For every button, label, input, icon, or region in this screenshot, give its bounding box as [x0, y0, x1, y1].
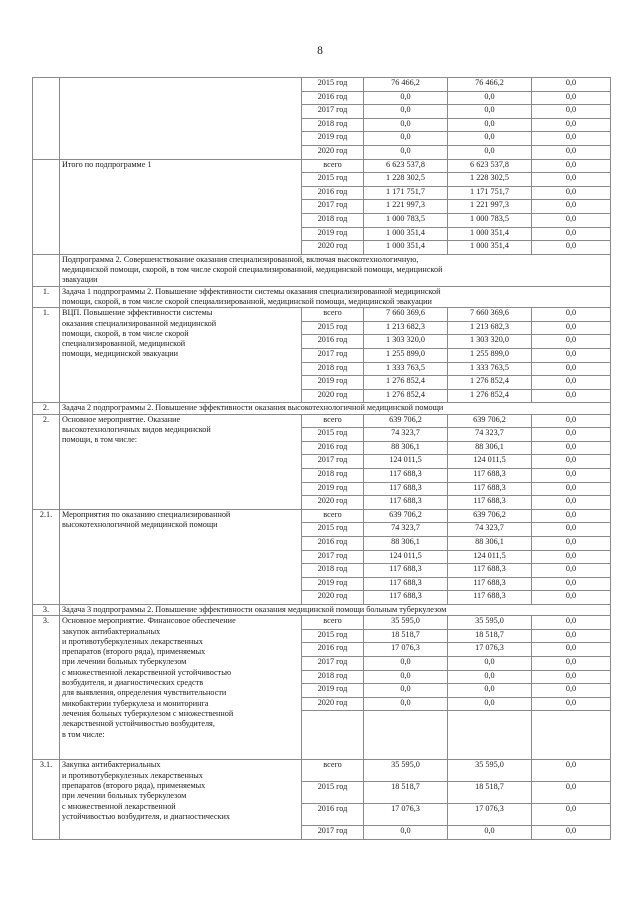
description-cell [60, 760, 302, 840]
value-total-cell: 17 076,3 [364, 643, 448, 657]
value-total-cell: 1 276 852,4 [364, 389, 448, 403]
row-number-cell [33, 159, 60, 254]
value-budget-cell: 1 276 852,4 [448, 389, 532, 403]
value-total-cell: 0,0 [364, 91, 448, 105]
value-other-cell-empty [532, 711, 611, 760]
value-budget-cell: 0,0 [448, 145, 532, 159]
value-other-cell: 0,0 [532, 782, 611, 804]
row-number-cell: 1. [33, 286, 60, 308]
value-other-cell: 0,0 [532, 804, 611, 826]
description-line: высокотехнологичных видов медицинской [62, 424, 211, 434]
value-other-cell: 0,0 [532, 335, 611, 349]
description-line: с множественной лекарственной устойчивостью [62, 667, 232, 677]
year-cell: всего [302, 616, 364, 630]
value-total-cell: 639 706,2 [364, 414, 448, 428]
value-total-cell: 117 688,3 [364, 577, 448, 591]
value-other-cell: 0,0 [532, 227, 611, 241]
description-line: лекарственной устойчивостью возбудителя, [62, 719, 215, 729]
year-cell: всего [302, 509, 364, 523]
year-cell: 2017 год [302, 657, 364, 671]
value-total-cell: 0,0 [364, 118, 448, 132]
value-total-cell: 1 171 751,7 [364, 186, 448, 200]
value-total-cell: 117 688,3 [364, 482, 448, 496]
year-cell: 2018 год [302, 670, 364, 684]
value-budget-cell: 35 595,0 [448, 760, 532, 782]
description-line: Основное мероприятие. Оказание [62, 414, 181, 424]
row-number-cell: 2.1. [33, 509, 60, 604]
description-line: с множественной лекарственной [62, 801, 176, 811]
value-total-cell: 17 076,3 [364, 804, 448, 826]
value-total-cell: 0,0 [364, 826, 448, 840]
year-cell: 2018 год [302, 469, 364, 483]
description-line: микобактерии туберкулеза и мониторинга [62, 698, 209, 708]
description-cell [60, 78, 302, 160]
description-cell [60, 616, 302, 760]
value-budget-cell: 88 306,1 [448, 441, 532, 455]
value-other-cell: 0,0 [532, 496, 611, 510]
value-total-cell: 124 011,5 [364, 550, 448, 564]
value-total-cell: 0,0 [364, 105, 448, 119]
table-row [33, 616, 611, 630]
value-total-cell: 0,0 [364, 670, 448, 684]
value-total-cell: 117 688,3 [364, 591, 448, 605]
value-other-cell: 0,0 [532, 241, 611, 255]
value-other-cell: 0,0 [532, 537, 611, 551]
value-other-cell: 0,0 [532, 643, 611, 657]
value-budget-cell: 124 011,5 [448, 550, 532, 564]
value-budget-cell: 76 466,2 [448, 78, 532, 92]
value-other-cell: 0,0 [532, 159, 611, 173]
description-line: оказания специализированной медицинской [62, 318, 217, 328]
value-other-cell: 0,0 [532, 550, 611, 564]
header-line: Задача 3 подпрограммы 2. Повышение эффективности оказания медицинской помощи больным туберкулезом [62, 604, 447, 614]
value-budget-cell: 6 623 537,8 [448, 159, 532, 173]
value-total-cell: 18 518,7 [364, 629, 448, 643]
value-other-cell: 0,0 [532, 469, 611, 483]
value-budget-cell: 1 255 899,0 [448, 348, 532, 362]
table-row [33, 159, 611, 173]
value-total-cell: 1 213 682,3 [364, 321, 448, 335]
value-other-cell: 0,0 [532, 132, 611, 146]
subprogram-2-header-cell [60, 254, 611, 286]
task-2-header-cell [60, 403, 611, 414]
year-cell: 2020 год [302, 389, 364, 403]
year-cell: 2019 год [302, 482, 364, 496]
year-cell-empty [302, 711, 364, 760]
year-cell: 2016 год [302, 537, 364, 551]
row-number-cell: 3. [33, 616, 60, 760]
value-budget-cell: 0,0 [448, 91, 532, 105]
value-other-cell: 0,0 [532, 321, 611, 335]
value-budget-cell: 1 171 751,7 [448, 186, 532, 200]
year-cell: 2016 год [302, 186, 364, 200]
value-other-cell: 0,0 [532, 760, 611, 782]
description-line: и противотуберкулезных лекарственных [62, 770, 203, 780]
value-budget-cell: 0,0 [448, 670, 532, 684]
description-line: лечения больных туберкулезом с множественной [62, 708, 234, 718]
header-line: Задача 1 подпрограммы 2. Повышение эффективности системы оказания специализированной медицинской [62, 286, 441, 296]
year-cell: 2017 год [302, 455, 364, 469]
description-cell [60, 159, 302, 254]
description-line: для выявления, определения чувствительности [62, 688, 227, 698]
value-total-cell: 1 221 997,3 [364, 200, 448, 214]
value-total-cell: 35 595,0 [364, 760, 448, 782]
value-budget-cell-empty [448, 711, 532, 760]
value-total-cell: 0,0 [364, 145, 448, 159]
description-line: препаратов (второго ряда), применяемых [62, 647, 206, 657]
description-line: Итого по подпрограмме 1 [62, 159, 152, 169]
year-cell: 2017 год [302, 200, 364, 214]
table-row-subprogram-header [33, 254, 611, 286]
year-cell: всего [302, 159, 364, 173]
value-budget-cell: 117 688,3 [448, 577, 532, 591]
table-row-task-header [33, 604, 611, 615]
value-budget-cell: 1 333 763,5 [448, 362, 532, 376]
value-budget-cell: 0,0 [448, 697, 532, 711]
budget-table [32, 77, 611, 840]
year-cell: 2018 год [302, 118, 364, 132]
value-budget-cell: 1 221 997,3 [448, 200, 532, 214]
row-number-cell: 2. [33, 403, 60, 414]
table-body [33, 78, 611, 840]
description-line: ВЦП. Повышение эффективности системы [62, 308, 213, 318]
value-other-cell: 0,0 [532, 308, 611, 322]
year-cell: 2016 год [302, 804, 364, 826]
value-budget-cell: 1 000 351,4 [448, 241, 532, 255]
value-budget-cell: 0,0 [448, 118, 532, 132]
value-other-cell: 0,0 [532, 362, 611, 376]
value-other-cell: 0,0 [532, 414, 611, 428]
header-line: Подпрограмма 2. Совершенствование оказания специализированной, включая высокотехнологичную, [62, 254, 419, 264]
value-total-cell: 1 255 899,0 [364, 348, 448, 362]
value-budget-cell: 1 228 302,5 [448, 173, 532, 187]
year-cell: 2017 год [302, 826, 364, 840]
value-budget-cell: 1 213 682,3 [448, 321, 532, 335]
value-other-cell: 0,0 [532, 376, 611, 390]
value-other-cell: 0,0 [532, 173, 611, 187]
row-number-cell: 1. [33, 308, 60, 403]
value-other-cell: 0,0 [532, 482, 611, 496]
value-budget-cell: 0,0 [448, 684, 532, 698]
year-cell: 2017 год [302, 105, 364, 119]
value-budget-cell: 0,0 [448, 826, 532, 840]
value-total-cell: 35 595,0 [364, 616, 448, 630]
table-row [33, 308, 611, 322]
value-budget-cell: 1 303 320,0 [448, 335, 532, 349]
year-cell: 2020 год [302, 591, 364, 605]
header-line: эвакуации [62, 275, 98, 285]
description-line: в том числе: [62, 729, 105, 739]
description-line: препаратов (второго ряда), применяемых [62, 781, 206, 791]
value-budget-cell: 0,0 [448, 657, 532, 671]
value-total-cell: 117 688,3 [364, 496, 448, 510]
year-cell: 2016 год [302, 91, 364, 105]
value-total-cell: 1 228 302,5 [364, 173, 448, 187]
value-budget-cell: 117 688,3 [448, 469, 532, 483]
value-other-cell: 0,0 [532, 118, 611, 132]
description-line: высокотехнологичной медицинской помощи [62, 520, 218, 530]
header-line: Задача 2 подпрограммы 2. Повышение эффективности оказания высокотехнологичной медицинской помощи [62, 403, 444, 413]
value-other-cell: 0,0 [532, 200, 611, 214]
value-total-cell: 1 276 852,4 [364, 376, 448, 390]
row-number-cell: 3. [33, 604, 60, 615]
row-number-cell: 3.1. [33, 760, 60, 840]
value-total-cell: 0,0 [364, 684, 448, 698]
row-number-cell [33, 254, 60, 286]
value-budget-cell: 17 076,3 [448, 643, 532, 657]
year-cell: 2020 год [302, 145, 364, 159]
description-line: закупок антибактериальных [62, 626, 161, 636]
header-line: помощи, скорой, в том числе скорой специализированной, медицинской помощи, медицинской эвакуации [62, 296, 432, 306]
year-cell: 2019 год [302, 132, 364, 146]
year-cell: 2016 год [302, 643, 364, 657]
value-total-cell: 117 688,3 [364, 564, 448, 578]
value-total-cell: 74 323,7 [364, 428, 448, 442]
value-budget-cell: 124 011,5 [448, 455, 532, 469]
value-total-cell: 88 306,1 [364, 441, 448, 455]
year-cell: 2019 год [302, 577, 364, 591]
year-cell: 2018 год [302, 213, 364, 227]
value-budget-cell: 0,0 [448, 132, 532, 146]
description-line: при лечении больных туберкулезом [62, 657, 187, 667]
value-total-cell-empty [364, 711, 448, 760]
year-cell: 2015 год [302, 321, 364, 335]
value-other-cell: 0,0 [532, 629, 611, 643]
description-line: помощи, в том числе: [62, 435, 138, 445]
year-cell: 2016 год [302, 335, 364, 349]
year-cell: 2015 год [302, 428, 364, 442]
value-other-cell: 0,0 [532, 564, 611, 578]
year-cell: 2019 год [302, 227, 364, 241]
description-cell [60, 509, 302, 604]
value-budget-cell: 639 706,2 [448, 414, 532, 428]
year-cell: 2015 год [302, 629, 364, 643]
value-other-cell: 0,0 [532, 455, 611, 469]
value-budget-cell: 1 276 852,4 [448, 376, 532, 390]
description-cell [60, 308, 302, 403]
year-cell: 2020 год [302, 241, 364, 255]
value-other-cell: 0,0 [532, 826, 611, 840]
value-total-cell: 1 000 783,5 [364, 213, 448, 227]
value-other-cell: 0,0 [532, 616, 611, 630]
value-budget-cell: 18 518,7 [448, 629, 532, 643]
year-cell: 2018 год [302, 564, 364, 578]
value-budget-cell: 35 595,0 [448, 616, 532, 630]
value-budget-cell: 74 323,7 [448, 523, 532, 537]
value-budget-cell: 18 518,7 [448, 782, 532, 804]
value-other-cell: 0,0 [532, 657, 611, 671]
value-total-cell: 0,0 [364, 132, 448, 146]
year-cell: 2015 год [302, 173, 364, 187]
value-total-cell: 0,0 [364, 657, 448, 671]
row-number-cell [33, 78, 60, 160]
task-3-header-cell [60, 604, 611, 615]
description-line: возбудителя, и диагностических средств [62, 678, 204, 688]
year-cell: 2016 год [302, 441, 364, 455]
year-cell: 2015 год [302, 782, 364, 804]
value-total-cell: 1 303 320,0 [364, 335, 448, 349]
table-row [33, 78, 611, 92]
value-other-cell: 0,0 [532, 591, 611, 605]
value-other-cell: 0,0 [532, 91, 611, 105]
table-row [33, 414, 611, 428]
description-line: при лечении больных туберкулезом [62, 791, 187, 801]
value-budget-cell: 0,0 [448, 105, 532, 119]
value-budget-cell: 1 000 783,5 [448, 213, 532, 227]
value-budget-cell: 117 688,3 [448, 591, 532, 605]
year-cell: всего [302, 760, 364, 782]
description-line: Мероприятия по оказанию специализированной [62, 509, 231, 519]
value-other-cell: 0,0 [532, 105, 611, 119]
table-row-task-header [33, 286, 611, 308]
value-other-cell: 0,0 [532, 145, 611, 159]
value-other-cell: 0,0 [532, 428, 611, 442]
year-cell: всего [302, 414, 364, 428]
value-budget-cell: 7 660 369,6 [448, 308, 532, 322]
description-line: Закупка антибактериальных [62, 760, 161, 770]
year-cell: 2017 год [302, 348, 364, 362]
value-other-cell: 0,0 [532, 577, 611, 591]
table-row [33, 760, 611, 782]
description-line: специализированной, медицинской [62, 339, 186, 349]
value-other-cell: 0,0 [532, 509, 611, 523]
description-line: помощи, скорой, в том числе скорой [62, 328, 189, 338]
value-other-cell: 0,0 [532, 389, 611, 403]
year-cell: 2018 год [302, 362, 364, 376]
value-budget-cell: 74 323,7 [448, 428, 532, 442]
value-other-cell: 0,0 [532, 684, 611, 698]
value-budget-cell: 1 000 351,4 [448, 227, 532, 241]
value-other-cell: 0,0 [532, 697, 611, 711]
description-line: помощи, медицинской эвакуации [62, 349, 179, 359]
value-total-cell: 0,0 [364, 697, 448, 711]
description-line: Основное мероприятие. Финансовое обеспечение [62, 616, 236, 626]
value-other-cell: 0,0 [532, 78, 611, 92]
value-total-cell: 1 000 351,4 [364, 241, 448, 255]
description-line: устойчивостью возбудителя, и диагностических [62, 811, 230, 821]
value-other-cell: 0,0 [532, 441, 611, 455]
value-total-cell: 124 011,5 [364, 455, 448, 469]
value-other-cell: 0,0 [532, 523, 611, 537]
description-line: и противотуберкулезных лекарственных [62, 636, 203, 646]
year-cell: 2020 год [302, 496, 364, 510]
value-budget-cell: 117 688,3 [448, 564, 532, 578]
value-other-cell: 0,0 [532, 186, 611, 200]
year-cell: 2020 год [302, 697, 364, 711]
value-total-cell: 18 518,7 [364, 782, 448, 804]
value-total-cell: 1 000 351,4 [364, 227, 448, 241]
task-1-header-cell [60, 286, 611, 308]
value-total-cell: 74 323,7 [364, 523, 448, 537]
value-other-cell: 0,0 [532, 348, 611, 362]
value-total-cell: 117 688,3 [364, 469, 448, 483]
value-budget-cell: 117 688,3 [448, 496, 532, 510]
year-cell: всего [302, 308, 364, 322]
value-total-cell: 88 306,1 [364, 537, 448, 551]
value-total-cell: 639 706,2 [364, 509, 448, 523]
value-other-cell: 0,0 [532, 670, 611, 684]
page-number: 8 [317, 45, 323, 57]
table-row [33, 509, 611, 523]
year-cell: 2019 год [302, 684, 364, 698]
year-cell: 2019 год [302, 376, 364, 390]
value-total-cell: 6 623 537,8 [364, 159, 448, 173]
year-cell: 2015 год [302, 523, 364, 537]
value-total-cell: 1 333 763,5 [364, 362, 448, 376]
value-budget-cell: 117 688,3 [448, 482, 532, 496]
description-cell [60, 414, 302, 509]
value-other-cell: 0,0 [532, 213, 611, 227]
header-line: медицинской помощи, скорой, в том числе скорой специализированной, медицинской помощи, медицинской [62, 265, 443, 275]
year-cell: 2015 год [302, 78, 364, 92]
value-budget-cell: 17 076,3 [448, 804, 532, 826]
value-total-cell: 76 466,2 [364, 78, 448, 92]
value-budget-cell: 639 706,2 [448, 509, 532, 523]
value-budget-cell: 88 306,1 [448, 537, 532, 551]
value-total-cell: 7 660 369,6 [364, 308, 448, 322]
row-number-cell: 2. [33, 414, 60, 509]
year-cell: 2017 год [302, 550, 364, 564]
table-row-task-header [33, 403, 611, 414]
